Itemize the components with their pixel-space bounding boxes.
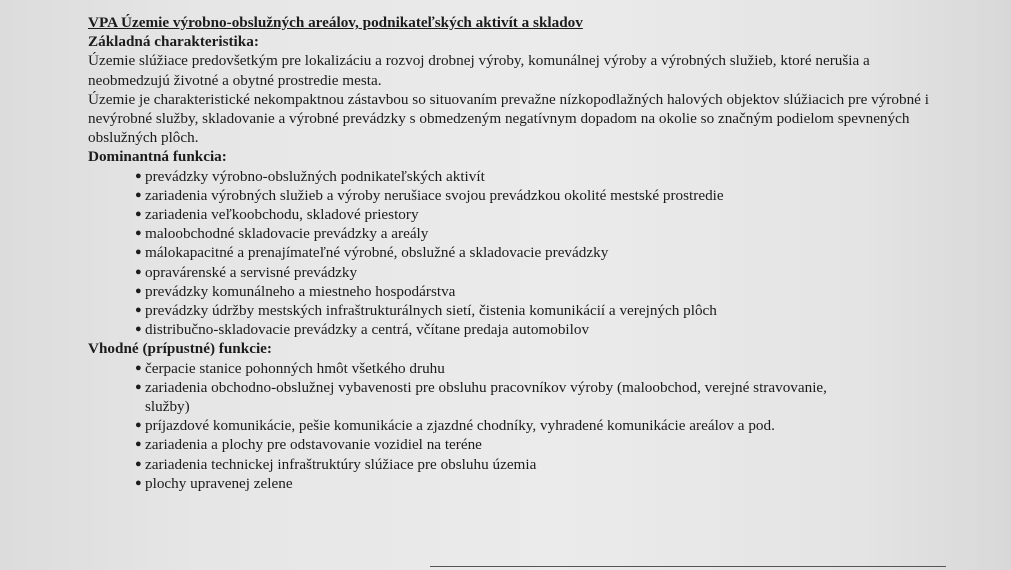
bottom-divider-line [430, 566, 946, 567]
list-item: ● málokapacitné a prenajímateľné výrobné, obslužné a skladovacie prevádzky [135, 244, 609, 262]
list-item: ● prevádzky údržby mestských infraštrukturálnych sietí, čistenia komunikácií a verejných plôch [135, 302, 717, 320]
bullet-icon: ● [135, 476, 142, 489]
list-item: ● prevádzky komunálneho a miestneho hospodárstva [135, 282, 456, 300]
basic-characteristics-paragraph-2: Územie je charakteristické nekompaktnou zástavbou so situovaním prevažne nízkopodlažných halových objektov slúžiacich pre výrobné i nevýrobné služby, skladovanie a výrobné prevádzky s obmedzeným negatívnym dopadom na okolie so značným podielom spevnených obslužných plôch. [88, 90, 929, 147]
list-item: ● zariadenia veľkoobchodu, skladové priestory [135, 206, 419, 224]
bullet-icon: ● [135, 361, 142, 374]
list-item: ● príjazdové komunikácie, pešie komunikácie a zjazdné chodníky, vyhradené komunikácie areálov a pod. [135, 417, 775, 435]
suitable-functions-heading: Vhodné (prípustné) funkcie: [88, 340, 272, 358]
bullet-icon: ● [135, 304, 142, 317]
bullet-icon: ● [135, 457, 142, 470]
list-item: ● zariadenia a plochy pre odstavovanie vozidiel na teréne [135, 436, 482, 454]
dominant-function-heading: Dominantná funkcia: [88, 148, 227, 166]
list-item: ● maloobchodné skladovacie prevádzky a areály [135, 225, 429, 243]
suitable-functions-list [88, 359, 968, 493]
dominant-function-list [88, 167, 968, 340]
bullet-icon: ● [135, 438, 142, 451]
list-item: ● plochy upravenej zelene [135, 474, 293, 492]
bullet-icon: ● [135, 265, 142, 278]
bullet-icon: ● [135, 169, 142, 182]
bullet-icon: ● [135, 188, 142, 201]
document-page [88, 13, 968, 493]
basic-characteristics-paragraph-1: Územie slúžiace predovšetkým pre lokalizáciu a rozvoj drobnej výroby, komunálnej výroby a výrobných služieb, ktoré nerušia a neobmedzujú životné a obytné prostredie mesta. [88, 52, 870, 89]
document-title: VPA Územie výrobno-obslužných areálov, podnikateľských aktivít a skladov [88, 14, 583, 31]
list-item: ● opravárenské a servisné prevádzky [135, 263, 358, 281]
list-item: ● zariadenia obchodno-obslužnej vybavenosti pre obsluhu pracovníkov výroby (maloobchod, verejné stravovanie, služby) [135, 378, 827, 416]
bullet-icon: ● [135, 284, 142, 297]
list-item: ● čerpacie stanice pohonných hmôt všetkého druhu [135, 359, 445, 377]
basic-characteristics-heading: Základná charakteristika: [88, 33, 259, 51]
list-item: ● distribučno-skladovacie prevádzky a centrá, včítane predaja automobilov [135, 321, 590, 339]
bullet-icon: ● [135, 246, 142, 259]
bullet-icon: ● [135, 323, 142, 336]
list-item: ● zariadenia výrobných služieb a výroby nerušiace svojou prevádzkou okolité mestské prostredie [135, 186, 724, 204]
bullet-icon: ● [135, 208, 142, 221]
bullet-icon: ● [135, 227, 142, 240]
list-item: ● zariadenia technickej infraštruktúry slúžiace pre obsluhu územia [135, 455, 537, 473]
bullet-icon: ● [135, 419, 142, 432]
bullet-icon: ● [135, 380, 142, 393]
list-item: ● prevádzky výrobno-obslužných podnikateľských aktivít [135, 167, 485, 185]
